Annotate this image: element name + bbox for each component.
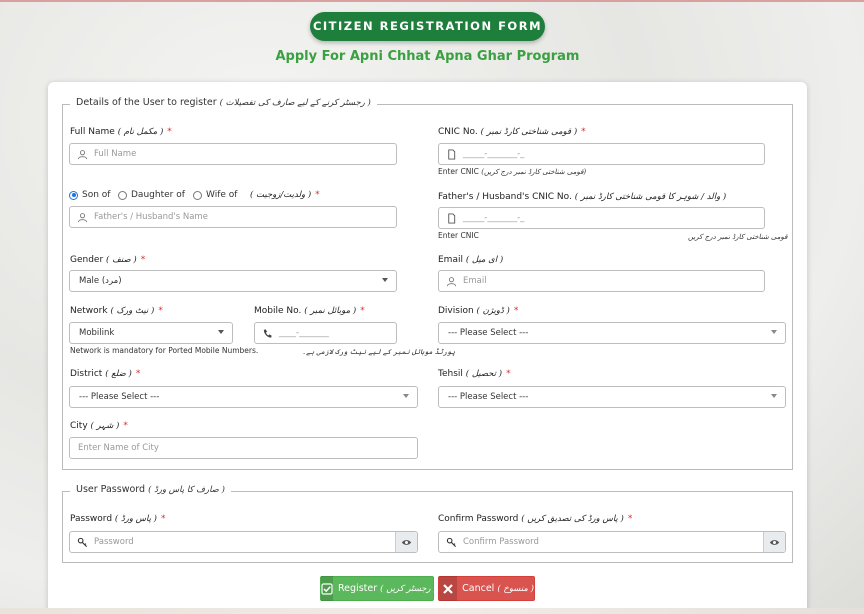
required-mark: *: [123, 421, 128, 431]
details-legend-text: Details of the User to register: [76, 97, 217, 108]
form-title-badge: CITIZEN REGISTRATION FORM: [310, 12, 545, 41]
close-icon: [439, 576, 457, 601]
cancel-button[interactable]: [438, 576, 535, 601]
gender-selected-value: Male (مرد): [79, 276, 122, 286]
cnic-label: [438, 127, 586, 137]
password-legend: [70, 484, 231, 495]
required-mark: *: [167, 127, 172, 137]
gender-select[interactable]: [69, 270, 397, 292]
full-name-input[interactable]: [69, 143, 397, 165]
network-selected-value: Mobilink: [79, 328, 115, 338]
required-mark: *: [360, 306, 365, 316]
network-label-urdu: ( نیٹ ورک ): [110, 306, 155, 316]
division-label-urdu: ( ڈویژن ): [476, 306, 510, 316]
cnic-label-text: CNIC No.: [438, 127, 478, 137]
radio-dot: [193, 191, 202, 200]
mobile-label-text: Mobile No.: [254, 306, 302, 316]
eye-icon[interactable]: [395, 532, 417, 552]
email-input[interactable]: [438, 270, 765, 292]
district-select[interactable]: [69, 386, 418, 408]
required-mark: *: [581, 127, 586, 137]
cancel-button-label: Cancel: [462, 583, 495, 594]
email-label: [438, 255, 503, 265]
radio-daughter-of-label: Daughter of: [131, 190, 185, 200]
bottom-stripe: [0, 608, 864, 614]
division-selected-value: --- Please Select ---: [448, 328, 529, 338]
confirm-password-label-text: Confirm Password: [438, 514, 519, 524]
radio-son-of[interactable]: [69, 190, 110, 200]
details-legend: [70, 97, 377, 108]
full-name-label: [70, 127, 172, 137]
district-label-text: District: [70, 369, 103, 379]
relation-label-urdu: ( ولدیت/زوجیت ): [250, 190, 312, 200]
password-label: [70, 514, 166, 524]
chevron-down-icon: [382, 278, 388, 282]
required-mark: *: [315, 190, 320, 200]
father-name-input[interactable]: [69, 206, 397, 228]
confirm-password-label-urdu: ( پاس ورڈ کی تصدیق کریں ): [521, 514, 624, 524]
tehsil-label-text: Tehsil: [438, 369, 463, 379]
required-mark: *: [513, 306, 519, 316]
tehsil-label: [438, 369, 511, 379]
password-label-text: Password: [70, 514, 113, 524]
tehsil-label-urdu: ( تحصیل ): [465, 369, 503, 379]
network-label: [70, 306, 163, 316]
father-cnic-help-urdu: قومی شناختی کارڈ نمبر درج کریں: [688, 233, 788, 241]
phone-icon: [261, 327, 273, 339]
network-help-urdu: پورٹڈ موبائل نمبر کے لیے نیٹ ورک لازمی ہے۔: [302, 348, 456, 356]
cnic-label-urdu: ( قومی شناختی کارڈ نمبر ): [480, 127, 578, 137]
father-cnic-label-urdu: ( والد / شوہر کا قومی شناختی کارڈ نمبر ): [574, 192, 727, 202]
register-button-urdu: ( رجسٹر کریں ): [380, 583, 437, 594]
top-border: [0, 0, 864, 2]
radio-daughter-of[interactable]: [118, 190, 185, 200]
user-icon: [76, 148, 88, 160]
city-label: [70, 420, 128, 431]
confirm-password-placeholder: Confirm Password: [463, 537, 539, 547]
cnic-mask: _____-_______-_: [463, 149, 525, 159]
chevron-down-icon: [771, 330, 777, 334]
mobile-input[interactable]: [254, 322, 397, 344]
radio-dot: [118, 191, 127, 200]
details-legend-urdu: ( رجسٹر کرنے کے لیے صارف کی تفصیلات ): [219, 98, 371, 108]
gender-label: [70, 255, 145, 265]
required-mark: *: [135, 369, 141, 379]
eye-icon[interactable]: [763, 532, 785, 552]
father-cnic-input[interactable]: [438, 207, 765, 229]
mobile-label: [254, 306, 365, 316]
radio-wife-of[interactable]: [193, 190, 237, 200]
tehsil-selected-value: --- Please Select ---: [448, 392, 529, 402]
cnic-help-text: Enter CNIC: [438, 167, 479, 176]
email-label-urdu: ( ای میل ): [465, 255, 504, 265]
legend-rule: [392, 104, 462, 105]
father-name-placeholder: Father's / Husband's Name: [94, 212, 208, 222]
city-label-text: City: [70, 421, 88, 431]
mobile-label-urdu: ( موبائل نمبر ): [304, 306, 357, 316]
chevron-down-icon: [218, 330, 224, 334]
network-label-text: Network: [70, 306, 108, 316]
father-cnic-label-text: Father's / Husband's CNIC No.: [438, 192, 572, 202]
register-button-label: Register: [338, 583, 378, 594]
radio-dot-selected: [69, 191, 78, 200]
network-select[interactable]: [69, 322, 233, 344]
city-placeholder: Enter Name of City: [78, 443, 159, 453]
email-label-text: Email: [438, 255, 463, 265]
father-cnic-label: [438, 191, 726, 202]
confirm-password-input[interactable]: [438, 531, 786, 553]
father-cnic-mask: _____-_______-_: [463, 213, 525, 223]
city-label-urdu: ( شہر ): [90, 421, 120, 431]
cnic-help-urdu: (قومی شناختی کارڈ نمبر درج کریں): [481, 168, 587, 176]
key-icon: [76, 536, 88, 548]
network-help: Network is mandatory for Ported Mobile Numbers.: [70, 346, 259, 355]
division-label: [438, 306, 518, 316]
relation-urdu-label: [250, 190, 320, 200]
password-placeholder: Password: [94, 537, 134, 547]
radio-son-of-label: Son of: [82, 190, 111, 200]
user-icon: [445, 275, 457, 287]
password-label-urdu: ( پاس ورڈ ): [114, 514, 158, 524]
district-selected-value: --- Please Select ---: [79, 392, 160, 402]
required-mark: *: [140, 255, 146, 265]
cnic-input[interactable]: [438, 143, 765, 165]
program-subtitle: Apply For Apni Chhat Apna Ghar Program: [275, 49, 580, 64]
district-label-urdu: ( ضلع ): [105, 369, 132, 379]
cancel-button-urdu: ( منسوخ ): [497, 583, 534, 594]
required-mark: *: [161, 514, 166, 524]
required-mark: *: [506, 369, 511, 379]
city-input[interactable]: [69, 437, 418, 459]
gender-label-text: Gender: [70, 255, 104, 265]
required-mark: *: [627, 514, 633, 524]
check-icon: [321, 576, 333, 601]
required-mark: *: [158, 306, 163, 316]
father-cnic-help: Enter CNIC: [438, 231, 479, 240]
card-icon: [445, 212, 457, 224]
division-label-text: Division: [438, 306, 474, 316]
district-label: [70, 369, 140, 379]
chevron-down-icon: [403, 394, 409, 398]
key-icon: [445, 536, 457, 548]
radio-wife-of-label: Wife of: [206, 190, 238, 200]
cnic-help: [438, 167, 586, 176]
tehsil-select[interactable]: [438, 386, 786, 408]
full-name-placeholder: Full Name: [94, 149, 137, 159]
password-legend-urdu: ( صارف کا پاس ورڈ ): [148, 485, 225, 495]
password-input[interactable]: [69, 531, 418, 553]
email-placeholder: Email: [463, 276, 487, 286]
full-name-label-text: Full Name: [70, 127, 115, 137]
confirm-password-label: [438, 514, 632, 524]
card-icon: [445, 148, 457, 160]
mobile-mask: ____-_______: [279, 328, 329, 338]
full-name-label-urdu: ( مکمل نام ): [117, 127, 164, 137]
division-select[interactable]: [438, 322, 786, 344]
chevron-down-icon: [771, 394, 777, 398]
password-legend-text: User Password: [76, 484, 146, 495]
gender-label-urdu: ( صنف ): [106, 255, 137, 265]
register-button[interactable]: [320, 576, 437, 601]
user-icon: [76, 211, 88, 223]
